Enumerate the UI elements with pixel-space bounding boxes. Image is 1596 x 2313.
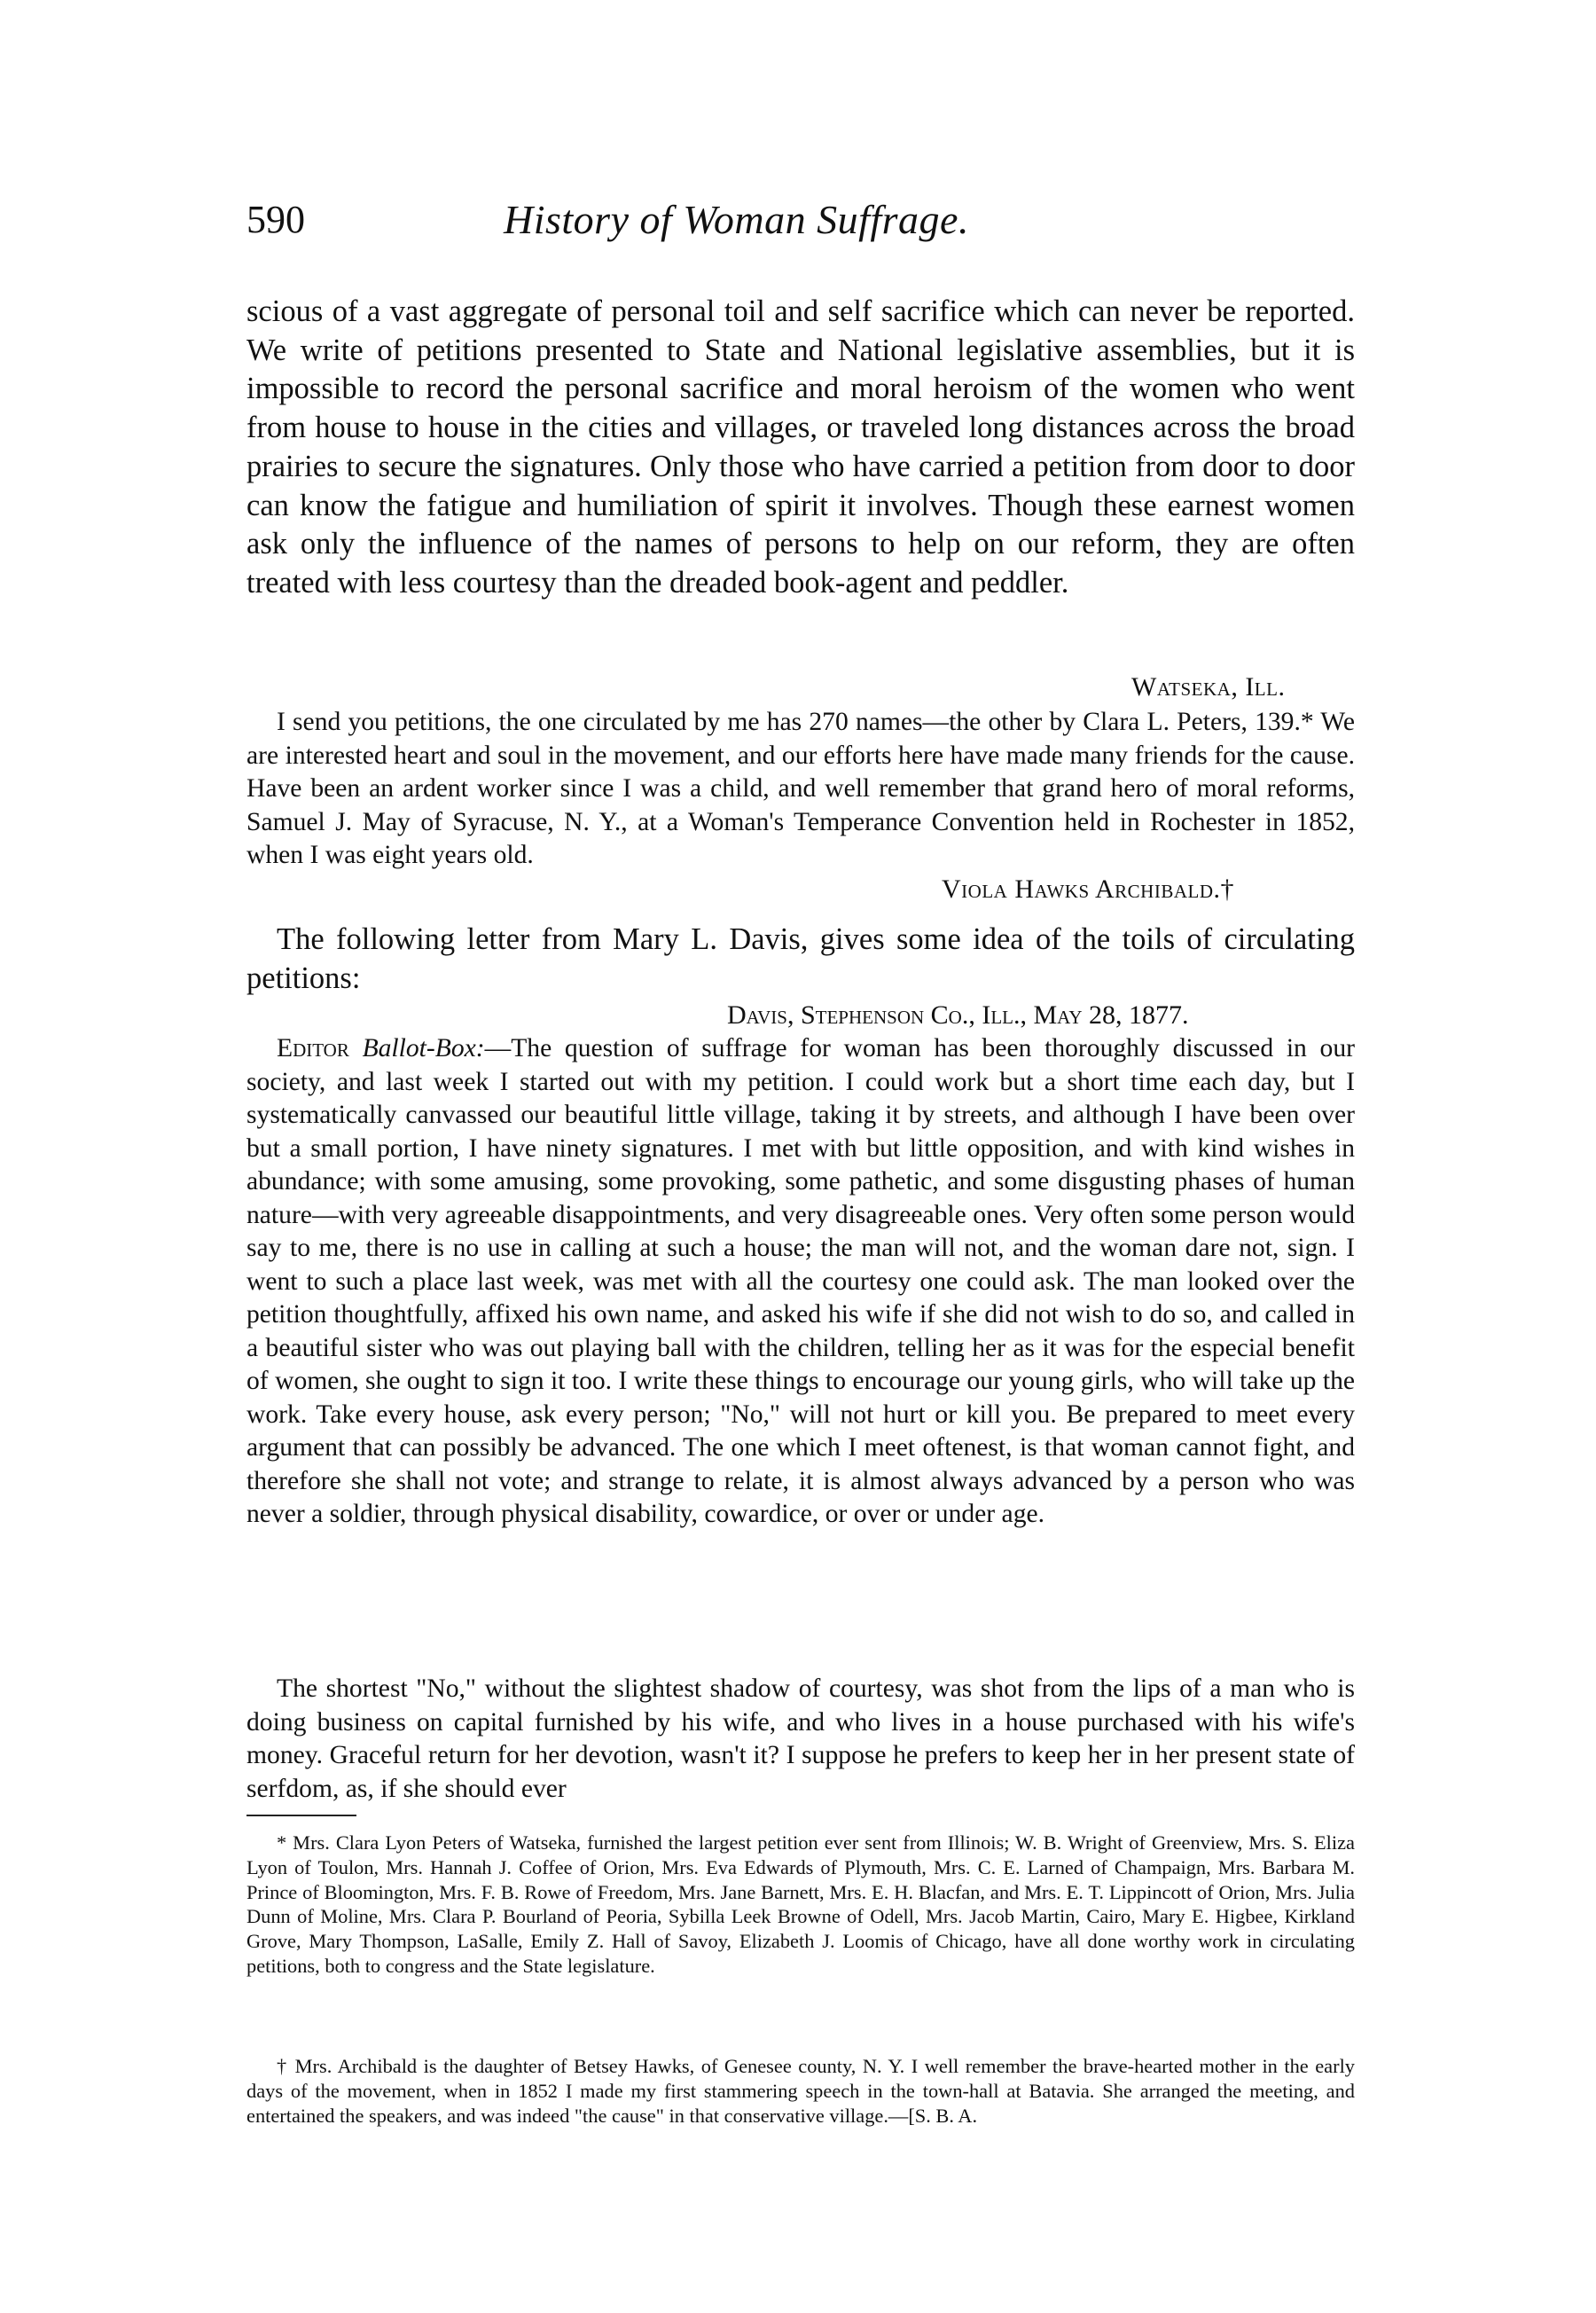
salutation-paper: Ballot-Box: (362, 1034, 485, 1062)
davis-dateline (727, 999, 1189, 1032)
footnote-dagger: † Mrs. Archibald is the daughter of Betsey Hawks, of Genesee county, N. Y. I well remember the brave-hearted mother in the early days of the movement, when in 1852 I made my first stammering speech in the town-hall at Batavia. She arranged the meeting, and entertained the speakers, and was indeed "the cause" in that conservative village.—[S. B. A. (246, 2055, 1355, 2127)
footnote-rule (246, 1815, 356, 1816)
salutation-prefix: Editor (277, 1034, 349, 1062)
dateline-text: Davis, Stephenson Co., Ill., May 28, 1877. (727, 1000, 1189, 1030)
watseka-place: Watseka, Ill. (1131, 672, 1286, 702)
page-number: 590 (246, 198, 305, 241)
davis-letter-paragraph-1 (246, 1032, 1355, 1532)
transition-paragraph: The following letter from Mary L. Davis, gives some idea of the toils of circulating petitions: (246, 922, 1355, 995)
watseka-letter-body: I send you petitions, the one circulated by me has 270 names—the other by Clara L. Peters, 139.* We are interested heart and soul in the movement, and our efforts here have made many friends for the cause. Have been an ardent worker since I was a child, and well remember that grand hero of moral reforms, Samuel J. May of Syracuse, N. Y., at a Woman's Temperance Convention held in Rochester in 1852, when I was eight years old. (246, 708, 1355, 869)
footnote-asterisk: * Mrs. Clara Lyon Peters of Watseka, furnished the largest petition ever sent from Illinois; W. B. Wright of Greenview, Mrs. S. Eliza Lyon of Toulon, Mrs. Hannah J. Coffee of Orion, Mrs. Eva Edwards of Plymouth, Mrs. C. E. Larned of Champaign, Mrs. Barbara M. Prince of Bloomington, Mrs. F. B. Rowe of Freedom, Mrs. Jane Barnett, Mrs. E. H. Blacfan, and Mrs. E. T. Lippincott of Orion, Mrs. Julia Dunn of Moline, Mrs. Clara P. Bourland of Peoria, Sybilla Leek Browne of Odell, Mrs. Jacob Martin, Cairo, Mary E. Higbee, Kirkland Grove, Mary Thompson, LaSalle, Emily Z. Hall of Savoy, Elizabeth J. Loomis of Chicago, have all done worthy work in circulating petitions, both to congress and the State legislature. (246, 1831, 1355, 1977)
running-title: History of Woman Suffrage. (504, 197, 969, 242)
page-header (246, 193, 1355, 255)
watseka-signature: Viola Hawks Archibald.† (942, 874, 1234, 904)
davis-letter-paragraph-2: The shortest "No," without the slightest shadow of courtesy, was shot from the lips of a man who is doing business on capital furnished by his wife, and who lives in a house purchased with his wife's money. Graceful return for her devotion, wasn't it? I suppose he prefers to keep her in her present state of serfdom, as, if she should ever (246, 1674, 1355, 1803)
intro-paragraph: scious of a vast aggregate of personal toil and self sacrifice which can never be reported. We write of petitions presented to State and National legislative assemblies, but it is impossible to record the personal sacrifice and moral heroism of the women who went from house to house in the cities and villages, or traveled long distances across the broad prairies to secure the signatures. Only those who have carried a petition from door to door can know the fatigue and humiliation of spirit it involves. Though these earnest women ask only the influence of the names of persons to help on our reform, they are often treated with less courtesy than the dreaded book-agent and peddler. (246, 294, 1355, 600)
paragraph-1-text: —The question of suffrage for woman has been thoroughly discussed in our society, and last week I started out with my petition. I could work but a short time each day, but I systematically canvassed our beautiful little village, taking it by streets, and although I have been over but a small portion, I have ninety signatures. I met with but little opposition, and with kind wishes in abundance; with some amusing, some provoking, some pathetic, and some disgusting phases of human nature—with very agreeable disappointments, and very disagreeable ones. Very often some person would say to me, there is no use in calling at such a house; the man will not, and the woman dare not, sign. I went to such a place last week, was met with all the courtesy one could ask. The man looked over the petition thoughtfully, affixed his own name, and asked his wife if she did not wish to do so, and called in a beautiful sister who was out playing ball with the children, telling her as it was for the especial benefit of women, she ought to sign it too. I write these things to encourage our young girls, who will take up the work. Take every house, ask every person; "No," will not hurt or kill you. Be prepared to meet every argument that can possibly be advanced. The one which I meet oftenest, is that woman cannot fight, and therefore she shall not vote; and strange to relate, it is almost always advanced by a person who was never a soldier, through physical disability, cowardice, or over or under age. (246, 1034, 1355, 1528)
